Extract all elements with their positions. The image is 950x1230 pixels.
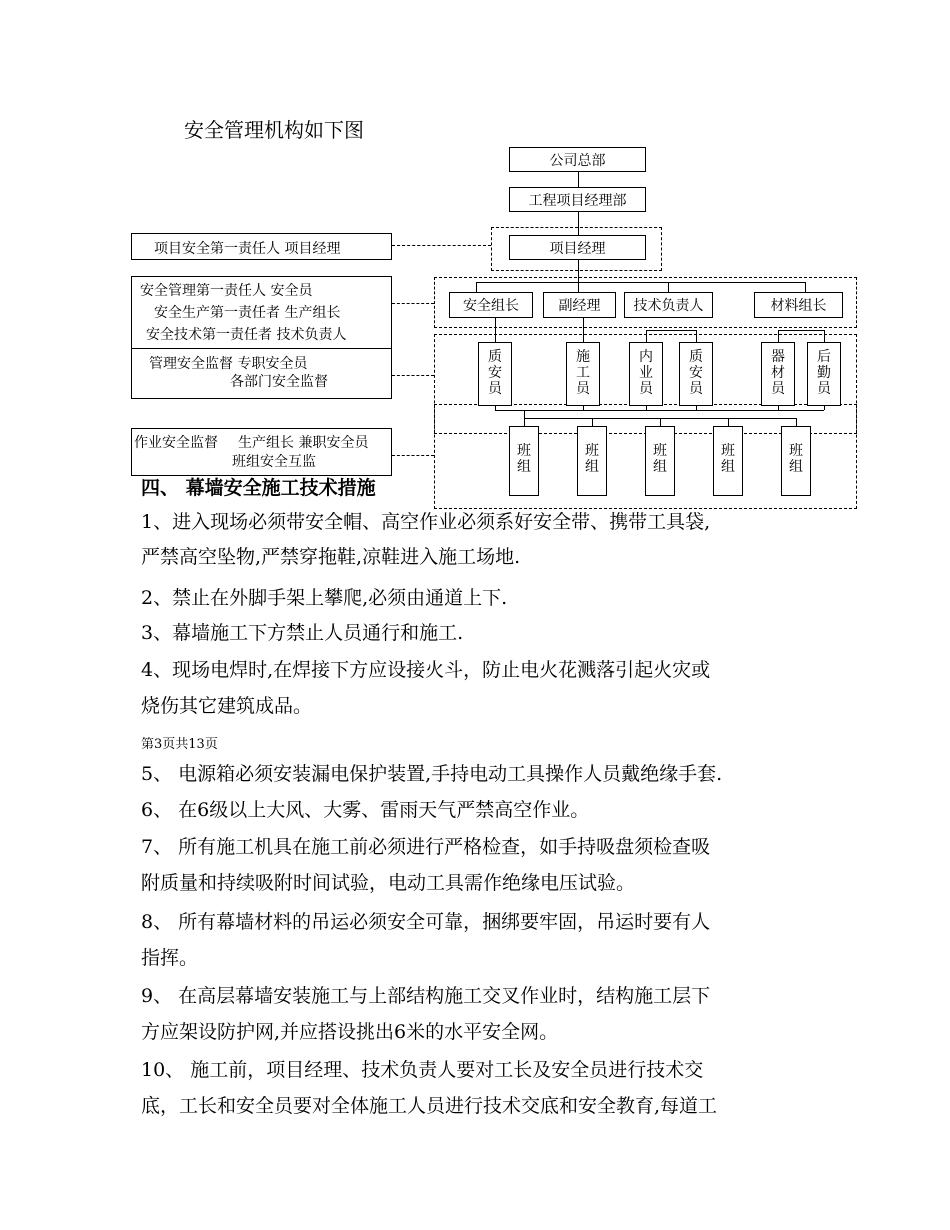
label-text: 各部门安全监督 — [230, 374, 328, 390]
page-footer: 第3页共13页 — [141, 737, 218, 752]
label-text: 安全管理第一责任人 安全员 — [140, 283, 313, 299]
body-line: 烧伤其它建筑成品。 — [141, 695, 313, 717]
label-box-team — [131, 428, 392, 476]
staff-box: 器 材 员 — [761, 342, 795, 406]
body-line: 7、 所有施工机具在施工前必须进行严格检查，如手持吸盘须检查吸 — [141, 836, 711, 858]
label-box-pm — [131, 233, 392, 260]
diagram-caption: 安全管理机构如下图 — [184, 118, 364, 142]
body-line: 5、 电源箱必须安装漏电保护装置,手持电动工具操作人员戴绝缘手套. — [141, 763, 723, 785]
label-text: 安全生产第一责任者 生产组长 — [154, 305, 341, 321]
body-line: 2、禁止在外脚手架上攀爬,必须由通道上下. — [141, 587, 508, 609]
label-box-dept — [131, 276, 392, 349]
body-line: 8、 所有幕墙材料的吊运必须安全可靠，捆绑要牢固，吊运时要有人 — [141, 911, 711, 933]
leader-line — [392, 375, 434, 376]
staff-box: 质 安 员 — [478, 342, 512, 406]
team-box: 班 组 — [781, 426, 811, 496]
section-heading: 四、 幕墙安全施工技术措施 — [141, 477, 376, 499]
body-line: 9、 在高层幕墙安装施工与上部结构施工交叉作业时，结构施工层下 — [141, 985, 711, 1007]
connector-line — [646, 330, 696, 331]
body-line: 附质量和持续吸附时间试验，电动工具需作绝缘电压试验。 — [141, 872, 636, 894]
body-line: 6、 在6级以上大风、大雾、雷雨天气严禁高空作业。 — [141, 799, 590, 821]
label-box-staff — [131, 348, 392, 399]
dept-head-box: 副经理 — [543, 292, 616, 318]
body-line: 4、现场电焊时,在焊接下方应设接火斗，防止电火花溅落引起火灾或 — [141, 659, 711, 681]
body-line: 3、幕墙施工下方禁止人员通行和施工. — [141, 622, 464, 644]
team-box: 班 组 — [713, 426, 743, 496]
staff-box: 内 业 员 — [629, 342, 663, 406]
leader-line — [392, 455, 434, 456]
body-line: 底，工长和安全员要对全体施工人员进行技术交底和安全教育,每道工 — [141, 1095, 718, 1117]
staff-box: 施 工 员 — [566, 342, 600, 406]
dept-head-box: 材料组长 — [754, 292, 843, 318]
body-line: 指挥。 — [141, 947, 199, 969]
leader-line — [392, 303, 434, 304]
label-text: 项目安全第一责任人 项目经理 — [154, 241, 341, 257]
team-box: 班 组 — [509, 426, 539, 496]
label-text: 安全技术第一责任者 技术负责人 — [146, 327, 347, 343]
body-line: 方应架设防护网,并应搭设挑出6米的水平安全网。 — [141, 1021, 559, 1043]
label-text: 班组安全互监 — [232, 454, 316, 470]
staff-box: 质 安 员 — [679, 342, 713, 406]
project-dept-box: 工程项目经理部 — [509, 187, 646, 212]
team-box: 班 组 — [645, 426, 675, 496]
label-text: 管理安全监督 专职安全员 — [149, 356, 308, 372]
connector-line — [778, 330, 824, 331]
body-line: 1、进入现场必须带安全帽、高空作业必须系好安全带、携带工具袋, — [141, 511, 711, 533]
label-text: 生产组长 兼职安全员 — [238, 435, 369, 451]
pm-box: 项目经理 — [509, 235, 646, 260]
team-box: 班 组 — [577, 426, 607, 496]
dept-head-box: 技术负责人 — [624, 292, 713, 318]
dept-head-box: 安全组长 — [449, 292, 533, 318]
body-line: 10、 施工前，项目经理、技术负责人要对工长及安全员进行技术交 — [141, 1059, 704, 1081]
hq-box: 公司总部 — [509, 147, 646, 172]
leader-line — [392, 245, 491, 246]
label-text: 作业安全监督 — [134, 435, 218, 451]
staff-box: 后 勤 员 — [807, 342, 841, 406]
body-line: 严禁高空坠物,严禁穿拖鞋,凉鞋进入施工场地. — [141, 546, 521, 568]
